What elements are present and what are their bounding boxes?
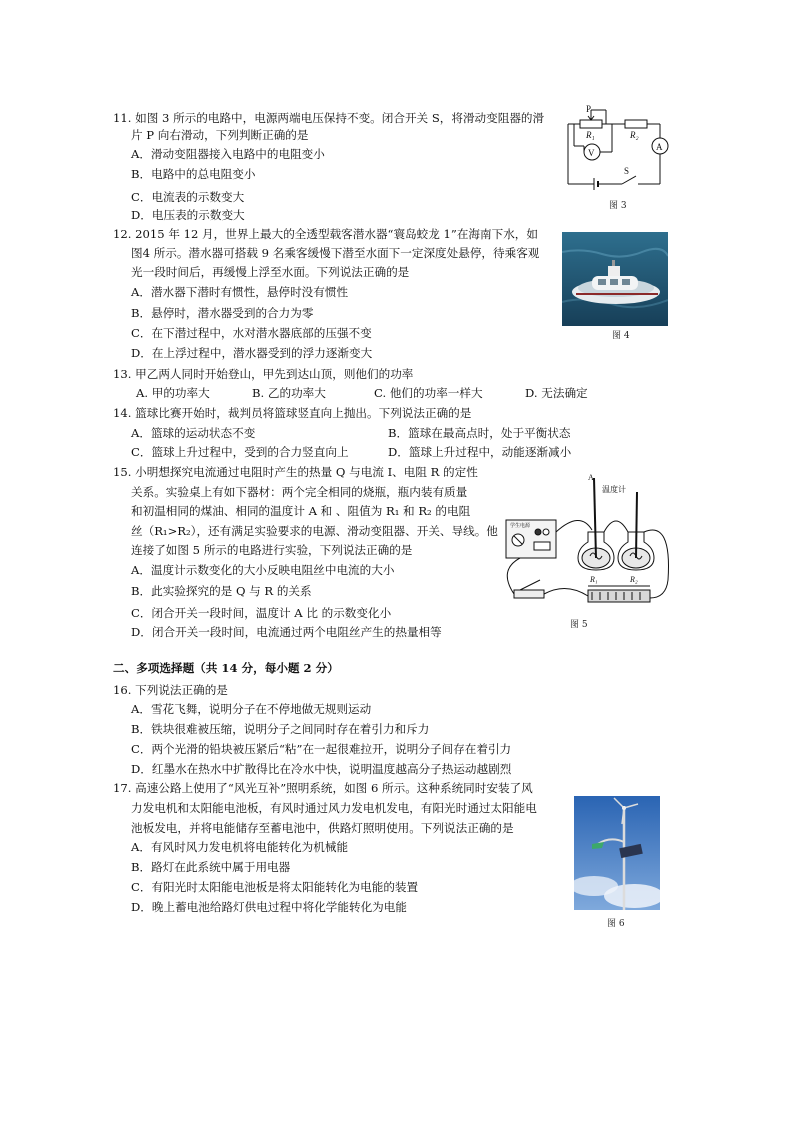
q17-option-d: D．晚上蓄电池给路灯供电过程中将化学能转化为电能	[131, 900, 407, 914]
label-thermometer: 温度计	[602, 485, 626, 494]
q16-line1	[113, 682, 228, 698]
q14-option-c: C．篮球上升过程中，受到的合力竖直向上	[131, 445, 349, 459]
q14-line1	[113, 405, 471, 421]
q13-number: 13.	[113, 367, 132, 381]
q15-line4: 丝（R₁>R₂），还有满足实验要求的电源、滑动变阻器、开关、导线。他	[131, 524, 498, 538]
q17-stem-1: 高速公路上使用了“风光互补”照明系统，如图 6 所示。这种系统同时安装了风	[135, 781, 533, 795]
q17-number: 17.	[113, 781, 132, 795]
q15-number: 15.	[113, 465, 132, 479]
q11-option-b: B．电路中的总电阻变小	[131, 167, 256, 181]
q13-option-c: C. 他们的功率一样大	[374, 386, 483, 400]
q12-option-b: B．悬停时，潜水器受到的合力为零	[131, 306, 314, 320]
label-r1: R₁	[590, 575, 598, 584]
q12-line2: 图4 所示。潜水器可搭载 9 名乘客缓慢下潜至水面下一定深度处悬停，待乘客观	[131, 246, 540, 260]
figure-6-caption: 图 6	[607, 919, 625, 929]
q12-line1	[113, 226, 538, 242]
q13-option-a: A. 甲的功率大	[136, 386, 210, 400]
q16-option-b: B．铁块很难被压缩，说明分子之间同时存在着引力和斥力	[131, 722, 430, 736]
q11-option-d: D．电压表的示数变大	[131, 208, 245, 222]
switch	[514, 590, 544, 598]
q14-option-b: B．篮球在最高点时，处于平衡状态	[388, 426, 571, 440]
figure-4-caption: 图 4	[612, 331, 630, 341]
section-2-title: 二、多项选择题（共 14 分，每小题 2 分）	[113, 661, 339, 675]
q15-line2: 关系。实验桌上有如下器材：两个完全相同的烧瓶，瓶内装有质量	[131, 485, 468, 499]
label-a: A	[656, 142, 663, 152]
q11-stem-1: 如图 3 所示的电路中，电源两端电压保持不变。闭合开关 S，将滑动变阻器的滑	[135, 111, 545, 125]
q16-option-c: C．两个光滑的铅块被压紧后“粘”在一起很难拉开，说明分子间存在着引力	[131, 742, 512, 756]
label-p: P	[586, 104, 592, 114]
figure-3-circuit	[560, 104, 670, 209]
q13-line1	[113, 366, 413, 382]
label-r2: R₂	[630, 130, 639, 140]
q15-line3: 和初温相同的煤油、相同的温度计 A 和 、阻值为 R₁ 和 R₂ 的电阻	[131, 504, 471, 518]
q12-number: 12.	[113, 227, 132, 241]
switch-s	[622, 176, 636, 184]
q17-option-a: A．有风时风力发电机将电能转化为机械能	[131, 840, 349, 854]
q15-option-c: C．闭合开关一段时间，温度计 A 比 的示数变化小	[131, 606, 392, 620]
rheostat	[588, 590, 650, 602]
q16-option-a: A．雪花飞舞，说明分子在不停地做无规则运动	[131, 702, 372, 716]
label-r1: R₁	[586, 130, 595, 140]
q11-option-a: A．滑动变阻器接入电路中的电阻变小	[131, 147, 325, 161]
label-s: S	[624, 166, 630, 176]
q12-option-a: A．潜水器下潜时有惯性，悬停时没有惯性	[131, 285, 349, 299]
q17-option-c: C．有阳光时太阳能电池板是将太阳能转化为电能的装置	[131, 880, 419, 894]
q11-number: 11.	[113, 111, 132, 125]
q15-option-d: D．闭合开关一段时间，电流通过两个电阻丝产生的热量相等	[131, 625, 442, 639]
q13-option-b: B. 乙的功率大	[252, 386, 326, 400]
q14-option-d: D．篮球上升过程中，动能逐渐减小	[388, 445, 572, 459]
q14-option-a: A．篮球的运动状态不变	[131, 426, 256, 440]
label-power-supply: 学生电源	[510, 524, 531, 529]
q13-stem-1: 甲乙两人同时开始登山，甲先到达山顶，则他们的功率	[135, 367, 414, 381]
q15-option-b: B．此实验探究的是 Q 与 R 的关系	[131, 584, 312, 598]
q12-option-d: D．在上浮过程中，潜水器受到的浮力逐渐变大	[131, 346, 373, 360]
q14-number: 14.	[113, 406, 132, 420]
q14-stem-1: 篮球比赛开始时，裁判员将篮球竖直向上抛出。下列说法正确的是	[135, 406, 472, 420]
q11-line2: 片 P 向右滑动，下列判断正确的是	[131, 128, 309, 142]
q17-option-b: B．路灯在此系统中属于用电器	[131, 860, 291, 874]
resistor-r2	[625, 120, 647, 128]
q16-stem-1: 下列说法正确的是	[135, 683, 228, 697]
q17-line3: 池板发电，并将电能储存至蓄电池中，供路灯照明使用。下列说法正确的是	[131, 821, 514, 835]
q17-line2: 力发电机和太阳能电池板，有风时通过风力发电机发电，有阳光时通过太阳能电	[131, 801, 537, 815]
q15-line1	[113, 464, 478, 480]
q12-stem-1: 2015 年 12 月，世界上最大的全透型载客潜水器“寰岛蛟龙 1”在海南下水，如	[135, 227, 538, 241]
q15-stem-1: 小明想探究电流通过电阻时产生的热量 Q 与电流 I、电阻 R 的定性	[135, 465, 478, 479]
figure-3-caption: 图 3	[609, 201, 627, 211]
figure-5-caption: 图 5	[570, 620, 588, 630]
figure-4-submersible-photo	[562, 232, 668, 326]
label-v: V	[588, 148, 595, 158]
q11-line1	[113, 110, 544, 126]
q12-line3: 光一段时间后，再缓慢上浮至水面。下列说法正确的是	[131, 265, 410, 279]
q16-number: 16.	[113, 683, 132, 697]
q15-option-a: A．温度计示数变化的大小反映电阻丝中电流的大小	[131, 563, 395, 577]
label-thermometer-a: A	[588, 473, 594, 482]
q11-option-c: C．电流表的示数变大	[131, 190, 245, 204]
q16-option-d: D．红墨水在热水中扩散得比在冷水中快，说明温度越高分子热运动越剧烈	[131, 762, 512, 776]
q13-option-d: D. 无法确定	[525, 386, 588, 400]
q15-line5: 连接了如图 5 所示的电路进行实验，下列说法正确的是	[131, 543, 413, 557]
q17-line1	[113, 780, 533, 796]
rheostat-r1	[580, 120, 602, 128]
figure-5-apparatus	[500, 470, 675, 615]
figure-6-street-lamp-photo	[574, 796, 660, 910]
q12-option-c: C．在下潜过程中，水对潜水器底部的压强不变	[131, 326, 372, 340]
label-r2: R₂	[630, 575, 638, 584]
